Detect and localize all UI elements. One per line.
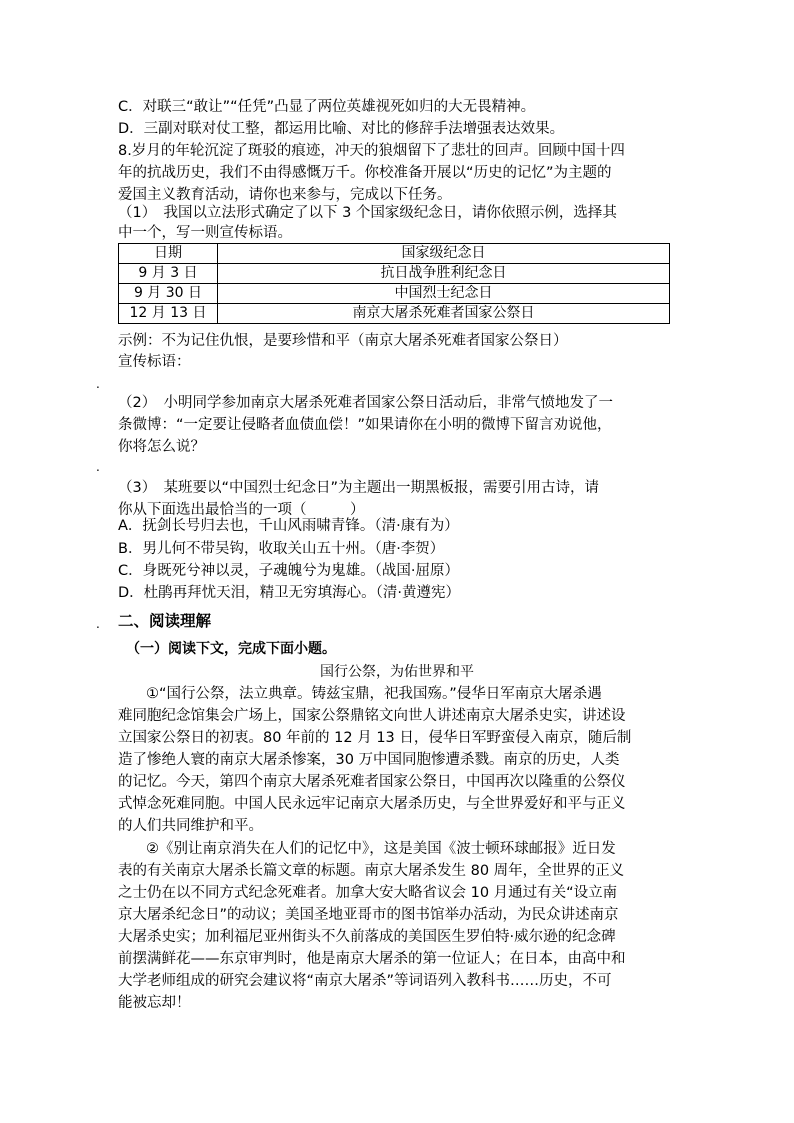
choice-c: C．对联三“敢让”“任凭”凸显了两位英雄视死如归的大无畏精神。 — [118, 99, 536, 115]
table-header-row — [119, 244, 670, 264]
q8-line-1: 8.岁月的年轮沉淀了斑驳的痕迹，冲天的狼烟留下了悲壮的回声。回顾中国十四 — [118, 143, 625, 159]
table-cell-day: 南京大屠杀死难者国家公祭日 — [218, 304, 670, 324]
para2-line: ②《别让南京消失在人们的记忆中》，这是美国《波士顿环球邮报》近日发 — [146, 841, 616, 857]
para1-line: 造了惨绝人寰的南京大屠杀惨案，30 万中国同胞惨遭杀戮。南京的历史，人类 — [118, 752, 620, 768]
bullet-dot: . — [96, 460, 100, 474]
para1-line: 式悼念死难同胞。中国人民永远牢记南京大屠杀历史，与全世界爱好和平与正义 — [118, 796, 626, 812]
para2-line: 表的有关南京大屠杀长篇文章的标题。南京大屠杀发生 80 周年，全世界的正义 — [118, 863, 625, 879]
para2-line: 大屠杀史实；加利福尼亚州街头不久前落成的美国医生罗伯特·威尔逊的纪念碑 — [118, 929, 616, 945]
para2-line: 前摆满鲜花——东京审判时，他是南京大屠杀的第一位证人；在日本，由高中和 — [118, 951, 626, 967]
q8-sub3-line-1: （3） 某班要以“中国烈士纪念日”为主题出一期黑板报，需要引用古诗，请 — [118, 480, 599, 496]
section-heading: 二、阅读理解 — [118, 612, 212, 630]
table-cell-date: 12 月 13 日 — [119, 304, 218, 324]
para2-line: 京大屠杀纪念日”的动议；美国圣地亚哥市的图书馆举办活动，为民众讲述南京 — [118, 907, 619, 923]
example-text: 示例：不为记住仇恨，是要珍惜和平（南京大屠杀死难者国家公祭日） — [118, 333, 568, 349]
table-cell-date: 9 月 30 日 — [119, 284, 218, 304]
q8-sub1-line-2: 中一个，写一则宣传标语。 — [118, 225, 292, 241]
q8-sub3-line-2: 你从下面选出最恰当的一项（ ） — [118, 502, 365, 518]
para2-line: 之士仍在以不同方式纪念死难者。加拿大安大略省议会 10 月通过有关“设立南 — [118, 885, 618, 901]
memorial-days-table — [118, 243, 670, 324]
option-a: A．抚剑长号归去也，千山风雨啸青锋。（清·康有为） — [118, 518, 459, 534]
option-d: D．杜鹃再拜忧天泪，精卫无穷填海心。（清·黄遵宪） — [118, 585, 461, 601]
table-row — [119, 284, 670, 304]
para1-line: 难同胞纪念馆集会广场上，国家公祭鼎铭文向世人讲述南京大屠杀史实，讲述设 — [118, 708, 626, 724]
bullet-dot: . — [96, 617, 100, 631]
q8-line-3: 爱国主义教育活动，请你也来参与，完成以下任务。 — [118, 187, 452, 203]
para1-line: ①“国行公祭，法立典章。铸兹宝鼎，祀我国殇。”侵华日军南京大屠杀遇 — [146, 686, 602, 702]
q8-line-2: 年的抗战历史，我们不由得感慨万千。你校准备开展以“历史的记忆”为主题的 — [118, 165, 612, 181]
q8-sub2-line-1: （2） 小明同学参加南京大屠杀死难者国家公祭日活动后，非常气愤地发了一 — [118, 395, 613, 411]
section-subheading: （一）阅读下文，完成下面小题。 — [126, 641, 336, 657]
slogan-label: 宣传标语： — [118, 354, 191, 370]
option-b: B．男儿何不带吴钩，收取关山五十州。（唐·李贺） — [118, 541, 445, 557]
para2-line: 大学老师组成的研究会建议将“南京大屠杀”等词语列入教科书……历史，不可 — [118, 973, 612, 989]
table-cell-day: 抗日战争胜利纪念日 — [218, 264, 670, 284]
para1-line: 的人们共同维护和平。 — [118, 818, 263, 834]
table-header-day: 国家级纪念日 — [218, 244, 670, 264]
para2-line: 能被忘却！ — [118, 995, 191, 1011]
table-cell-day: 中国烈士纪念日 — [218, 284, 670, 304]
option-c: C．身既死兮神以灵，子魂魄兮为鬼雄。（战国·屈原） — [118, 563, 459, 579]
para1-line: 立国家公祭日的初衷。80 年前的 12 月 13 日，侵华日军野蛮侵入南京，随后制 — [118, 730, 632, 746]
q8-sub1-line-1: （1） 我国以立法形式确定了以下 3 个国家级纪念日，请你依照示例，选择其 — [118, 205, 617, 221]
choice-d: D．三副对联对仗工整，都运用比喻、对比的修辞手法增强表达效果。 — [118, 121, 565, 137]
table-row — [119, 304, 670, 324]
q8-sub2-line-2: 条微博：“一定要让侵略者血债血偿！”如果请你在小明的微博下留言劝说他， — [118, 417, 612, 433]
q8-sub2-line-3: 你将怎么说？ — [118, 439, 205, 455]
article-title: 国行公祭，为佑世界和平 — [320, 664, 474, 680]
table-header-date: 日期 — [119, 244, 218, 264]
para1-line: 的记忆。今天，第四个南京大屠杀死难者国家公祭日，中国再次以隆重的公祭仪 — [118, 774, 626, 790]
table-cell-date: 9 月 3 日 — [119, 264, 218, 284]
table-row — [119, 264, 670, 284]
bullet-dot: . — [96, 377, 100, 391]
